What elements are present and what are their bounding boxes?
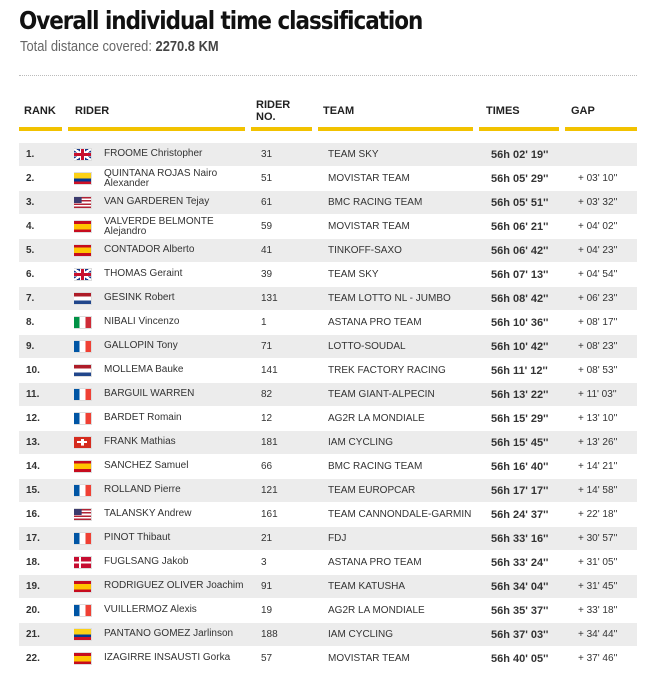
- rider-number-cell: 61: [256, 191, 323, 215]
- col-header-team[interactable]: TEAM: [323, 105, 355, 117]
- rank-cell: 5.: [19, 239, 74, 263]
- time-cell: 56h 37' 03'': [486, 623, 572, 647]
- rider-cell[interactable]: [74, 407, 256, 431]
- time-cell: 56h 05' 29'': [486, 167, 572, 191]
- table-row[interactable]: [19, 287, 637, 311]
- gap-cell: [572, 143, 637, 167]
- team-cell[interactable]: TINKOFF-SAXO: [323, 239, 486, 263]
- gap-cell: + 11' 03'': [572, 383, 637, 407]
- time-cell: 56h 08' 42'': [486, 287, 572, 311]
- rider-number-cell: 59: [256, 215, 323, 239]
- rank-cell: 6.: [19, 263, 74, 287]
- spain-flag-icon: [74, 221, 91, 232]
- table-row[interactable]: [19, 551, 637, 575]
- table-row[interactable]: [19, 311, 637, 335]
- time-cell: 56h 16' 40'': [486, 455, 572, 479]
- rank-cell: 19.: [19, 575, 74, 599]
- table-row[interactable]: [19, 599, 637, 623]
- rider-name-link[interactable]: ROLLAND Pierre: [104, 484, 181, 496]
- team-cell[interactable]: AG2R LA MONDIALE: [323, 407, 486, 431]
- rider-cell[interactable]: [74, 527, 256, 551]
- gap-cell: + 34' 44'': [572, 623, 637, 647]
- gap-cell: + 04' 23'': [572, 239, 637, 263]
- rank-cell: 22.: [19, 647, 74, 671]
- usa-flag-icon: [74, 509, 91, 520]
- time-cell: 56h 17' 17'': [486, 479, 572, 503]
- uk-flag-icon: [74, 149, 91, 160]
- netherlands-flag-icon: [74, 365, 91, 376]
- time-cell: 56h 24' 37'': [486, 503, 572, 527]
- rider-cell[interactable]: [74, 335, 256, 359]
- gap-cell: + 30' 57'': [572, 527, 637, 551]
- table-row[interactable]: [19, 359, 637, 383]
- gap-cell: + 03' 32'': [572, 191, 637, 215]
- rider-number-cell: 12: [256, 407, 323, 431]
- france-flag-icon: [74, 533, 91, 544]
- rider-number-cell: 1: [256, 311, 323, 335]
- rider-name-link[interactable]: BARGUIL WARREN: [104, 388, 195, 400]
- team-cell[interactable]: MOVISTAR TEAM: [323, 647, 486, 671]
- time-cell: 56h 15' 45'': [486, 431, 572, 455]
- gap-cell: + 33' 18'': [572, 599, 637, 623]
- rider-cell[interactable]: [74, 647, 256, 671]
- table-row[interactable]: [19, 239, 637, 263]
- header-bar-rank: [19, 127, 62, 131]
- rider-number-cell: 39: [256, 263, 323, 287]
- colombia-flag-icon: [74, 629, 91, 640]
- rider-name-link[interactable]: GESINK Robert: [104, 292, 175, 304]
- team-cell[interactable]: TEAM GIANT-ALPECIN: [323, 383, 486, 407]
- rank-cell: 7.: [19, 287, 74, 311]
- team-cell[interactable]: IAM CYCLING: [323, 431, 486, 455]
- table-row[interactable]: [19, 143, 637, 167]
- rider-number-cell: 71: [256, 335, 323, 359]
- rider-name-link[interactable]: VUILLERMOZ Alexis: [104, 604, 197, 616]
- rider-number-cell: 51: [256, 167, 323, 191]
- spain-flag-icon: [74, 245, 91, 256]
- team-cell[interactable]: ASTANA PRO TEAM: [323, 311, 486, 335]
- table-row[interactable]: [19, 215, 637, 239]
- rider-number-cell: 41: [256, 239, 323, 263]
- rider-number-cell: 181: [256, 431, 323, 455]
- rider-number-cell: 21: [256, 527, 323, 551]
- uk-flag-icon: [74, 269, 91, 280]
- rider-number-cell: 66: [256, 455, 323, 479]
- rank-cell: 17.: [19, 527, 74, 551]
- table-row[interactable]: [19, 167, 637, 191]
- gap-cell: + 13' 10'': [572, 407, 637, 431]
- team-cell[interactable]: IAM CYCLING: [323, 623, 486, 647]
- netherlands-flag-icon: [74, 293, 91, 304]
- table-row[interactable]: [19, 455, 637, 479]
- team-cell[interactable]: BMC RACING TEAM: [323, 455, 486, 479]
- team-cell[interactable]: FDJ: [323, 527, 486, 551]
- team-cell[interactable]: TEAM CANNONDALE-GARMIN: [323, 503, 486, 527]
- rider-cell[interactable]: [74, 479, 256, 503]
- rider-name-link[interactable]: RODRIGUEZ OLIVER Joachim: [104, 580, 244, 592]
- rank-cell: 20.: [19, 599, 74, 623]
- rider-name-link[interactable]: MOLLEMA Bauke: [104, 364, 184, 376]
- rider-cell[interactable]: [74, 215, 256, 239]
- gap-cell: + 08' 53'': [572, 359, 637, 383]
- time-cell: 56h 02' 19'': [486, 143, 572, 167]
- spain-flag-icon: [74, 653, 91, 664]
- italy-flag-icon: [74, 317, 91, 328]
- gap-cell: + 14' 21'': [572, 455, 637, 479]
- rider-cell[interactable]: [74, 383, 256, 407]
- rider-name-link[interactable]: QUINTANA ROJAS Nairo Alexander: [104, 167, 218, 189]
- rank-cell: 18.: [19, 551, 74, 575]
- gap-cell: + 37' 46'': [572, 647, 637, 671]
- team-cell[interactable]: LOTTO-SOUDAL: [323, 335, 486, 359]
- rank-cell: 13.: [19, 431, 74, 455]
- gap-cell: + 03' 10'': [572, 167, 637, 191]
- rider-name-link[interactable]: PINOT Thibaut: [104, 532, 171, 544]
- gap-cell: + 31' 45'': [572, 575, 637, 599]
- rider-number-cell: 121: [256, 479, 323, 503]
- table-row[interactable]: [19, 191, 637, 215]
- rank-cell: 4.: [19, 215, 74, 239]
- header-bar-gap: [565, 127, 637, 131]
- time-cell: 56h 10' 42'': [486, 335, 572, 359]
- header-bar-rider: [68, 127, 245, 131]
- rider-number-cell: 82: [256, 383, 323, 407]
- france-flag-icon: [74, 389, 91, 400]
- rider-cell[interactable]: [74, 191, 256, 215]
- gap-cell: + 08' 23'': [572, 335, 637, 359]
- denmark-flag-icon: [74, 557, 91, 568]
- rider-cell[interactable]: [74, 287, 256, 311]
- table-row[interactable]: [19, 503, 637, 527]
- rank-cell: 8.: [19, 311, 74, 335]
- rider-name-link[interactable]: THOMAS Geraint: [104, 268, 183, 280]
- table-row[interactable]: [19, 647, 637, 671]
- colombia-flag-icon: [74, 173, 91, 184]
- rider-cell[interactable]: [74, 623, 256, 647]
- spain-flag-icon: [74, 581, 91, 592]
- table-row[interactable]: [19, 383, 637, 407]
- rider-name-link[interactable]: FUGLSANG Jakob: [104, 556, 189, 568]
- table-row[interactable]: [19, 479, 637, 503]
- gap-cell: + 14' 58'': [572, 479, 637, 503]
- col-header-times[interactable]: TIMES: [486, 105, 520, 117]
- time-cell: 56h 07' 13'': [486, 263, 572, 287]
- rider-cell[interactable]: [74, 599, 256, 623]
- switzerland-flag-icon: [74, 437, 91, 448]
- col-header-rider-no[interactable]: [256, 99, 290, 123]
- rider-cell[interactable]: [74, 359, 256, 383]
- table-header: [0, 96, 658, 131]
- rider-number-cell: 141: [256, 359, 323, 383]
- rider-name-link[interactable]: FROOME Christopher: [104, 148, 203, 160]
- rider-cell[interactable]: [74, 431, 256, 455]
- table-row[interactable]: [19, 575, 637, 599]
- team-cell[interactable]: TEAM SKY: [323, 143, 486, 167]
- total-distance: [20, 38, 219, 55]
- time-cell: 56h 06' 21'': [486, 215, 572, 239]
- rider-name-link[interactable]: SANCHEZ Samuel: [104, 460, 189, 472]
- time-cell: 56h 06' 42'': [486, 239, 572, 263]
- team-cell[interactable]: TEAM LOTTO NL - JUMBO: [323, 287, 486, 311]
- time-cell: 56h 10' 36'': [486, 311, 572, 335]
- spain-flag-icon: [74, 461, 91, 472]
- rank-cell: 2.: [19, 167, 74, 191]
- team-cell[interactable]: TEAM SKY: [323, 263, 486, 287]
- rider-name-link[interactable]: CONTADOR Alberto: [104, 244, 195, 256]
- header-bar-times: [479, 127, 559, 131]
- rank-cell: 14.: [19, 455, 74, 479]
- col-header-gap[interactable]: GAP: [571, 105, 595, 117]
- time-cell: 56h 11' 12'': [486, 359, 572, 383]
- rider-name-link[interactable]: VAN GARDEREN Tejay: [104, 196, 210, 208]
- gap-cell: + 31' 05'': [572, 551, 637, 575]
- header-bar-team: [318, 127, 473, 131]
- rider-name-link[interactable]: PANTANO GOMEZ Jarlinson: [104, 628, 234, 640]
- time-cell: 56h 35' 37'': [486, 599, 572, 623]
- rider-cell[interactable]: [74, 551, 256, 575]
- rider-cell[interactable]: [74, 263, 256, 287]
- classification-table: [19, 143, 637, 671]
- table-row[interactable]: [19, 623, 637, 647]
- team-cell[interactable]: ASTANA PRO TEAM: [323, 551, 486, 575]
- gap-cell: + 04' 54'': [572, 263, 637, 287]
- rank-cell: 21.: [19, 623, 74, 647]
- rider-number-cell: 31: [256, 143, 323, 167]
- rider-cell[interactable]: [74, 503, 256, 527]
- table-row[interactable]: [19, 335, 637, 359]
- table-row[interactable]: [19, 431, 637, 455]
- rank-cell: 15.: [19, 479, 74, 503]
- time-cell: 56h 15' 29'': [486, 407, 572, 431]
- gap-cell: + 08' 17'': [572, 311, 637, 335]
- rider-number-cell: 188: [256, 623, 323, 647]
- time-cell: 56h 05' 51'': [486, 191, 572, 215]
- page-title: Overall individual time classification: [19, 6, 423, 35]
- rider-number-cell: 91: [256, 575, 323, 599]
- col-header-rank[interactable]: RANK: [24, 105, 56, 117]
- time-cell: 56h 13' 22'': [486, 383, 572, 407]
- usa-flag-icon: [74, 197, 91, 208]
- rider-number-cell: 3: [256, 551, 323, 575]
- total-distance-label: Total distance covered:: [20, 38, 156, 55]
- rider-number-cell: 57: [256, 647, 323, 671]
- rider-name-link[interactable]: TALANSKY Andrew: [104, 508, 192, 520]
- rider-name-link[interactable]: GALLOPIN Tony: [104, 340, 178, 352]
- gap-cell: + 22' 18'': [572, 503, 637, 527]
- table-row[interactable]: [19, 527, 637, 551]
- col-header-rider[interactable]: RIDER: [75, 105, 110, 117]
- rank-cell: 11.: [19, 383, 74, 407]
- rider-cell[interactable]: [74, 167, 256, 191]
- team-cell[interactable]: MOVISTAR TEAM: [323, 167, 486, 191]
- rank-cell: 16.: [19, 503, 74, 527]
- gap-cell: + 13' 26'': [572, 431, 637, 455]
- col-header-rider-no-line1: RIDER: [256, 99, 291, 111]
- title-divider: [19, 75, 637, 76]
- rider-name-link[interactable]: IZAGIRRE INSAUSTI Gorka: [104, 652, 231, 664]
- header-bar-rider-no: [251, 127, 312, 131]
- france-flag-icon: [74, 413, 91, 424]
- total-distance-value: 2270.8 KM: [155, 38, 219, 55]
- time-cell: 56h 33' 24'': [486, 551, 572, 575]
- rank-cell: 9.: [19, 335, 74, 359]
- team-cell[interactable]: AG2R LA MONDIALE: [323, 599, 486, 623]
- table-row[interactable]: [19, 263, 637, 287]
- france-flag-icon: [74, 341, 91, 352]
- rider-name-link[interactable]: BARDET Romain: [104, 412, 182, 424]
- france-flag-icon: [74, 485, 91, 496]
- time-cell: 56h 40' 05'': [486, 647, 572, 671]
- time-cell: 56h 34' 04'': [486, 575, 572, 599]
- team-cell[interactable]: BMC RACING TEAM: [323, 191, 486, 215]
- rider-name-link[interactable]: VALVERDE BELMONTE Alejandro: [104, 215, 214, 237]
- rider-cell[interactable]: [74, 143, 256, 167]
- rider-cell[interactable]: [74, 575, 256, 599]
- rank-cell: 3.: [19, 191, 74, 215]
- rider-number-cell: 19: [256, 599, 323, 623]
- rider-name-link[interactable]: FRANK Mathias: [104, 436, 176, 448]
- rank-cell: 1.: [19, 143, 74, 167]
- team-cell[interactable]: TEAM EUROPCAR: [323, 479, 486, 503]
- rider-cell[interactable]: [74, 239, 256, 263]
- rider-number-cell: 131: [256, 287, 323, 311]
- france-flag-icon: [74, 605, 91, 616]
- rider-number-cell: 161: [256, 503, 323, 527]
- rank-cell: 12.: [19, 407, 74, 431]
- team-cell[interactable]: MOVISTAR TEAM: [323, 215, 486, 239]
- rider-cell[interactable]: [74, 311, 256, 335]
- rank-cell: 10.: [19, 359, 74, 383]
- rider-cell[interactable]: [74, 455, 256, 479]
- team-cell[interactable]: TREK FACTORY RACING: [323, 359, 486, 383]
- gap-cell: + 04' 02'': [572, 215, 637, 239]
- team-cell[interactable]: TEAM KATUSHA: [323, 575, 486, 599]
- table-row[interactable]: [19, 407, 637, 431]
- rider-name-link[interactable]: NIBALI Vincenzo: [104, 316, 180, 328]
- col-header-rider-no-line2: NO.: [256, 111, 276, 123]
- gap-cell: + 06' 23'': [572, 287, 637, 311]
- time-cell: 56h 33' 16'': [486, 527, 572, 551]
